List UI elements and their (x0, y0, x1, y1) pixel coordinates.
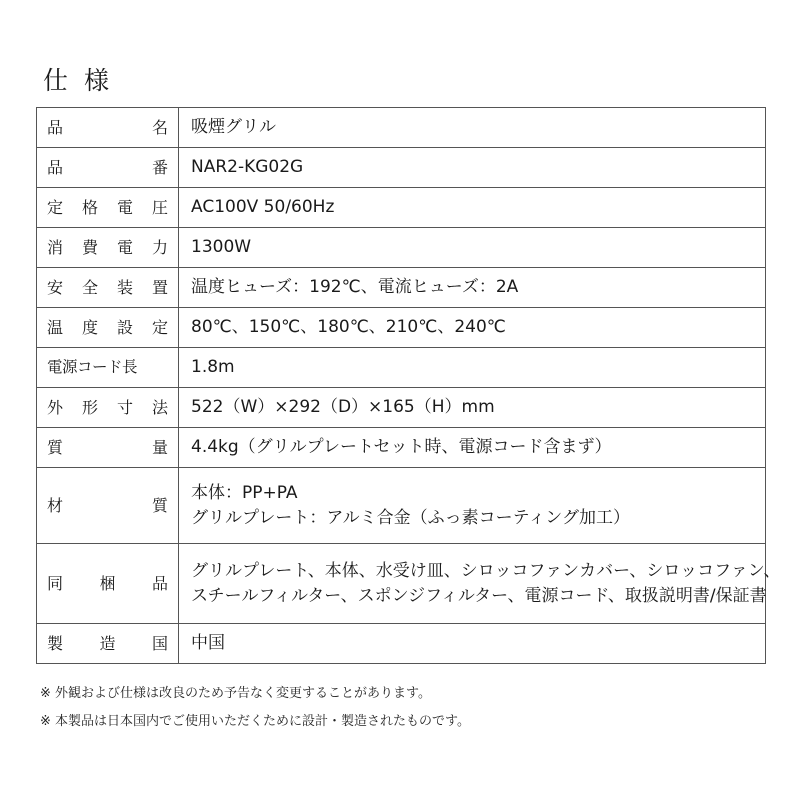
row-label: 温度設定 (37, 308, 179, 348)
value-line: グリルプレート：アルミ合金（ふっ素コーティング加工） (191, 507, 630, 528)
row-value (179, 108, 766, 148)
value-line: AC100V 50/60Hz (191, 197, 335, 217)
table-row (37, 148, 766, 188)
value-line: 温度ヒューズ：192℃、電流ヒューズ：2A (191, 277, 519, 297)
table-row (37, 188, 766, 228)
row-value (179, 188, 766, 228)
table-row (37, 308, 766, 348)
value-line: 522（W）×292（D）×165（H）mm (191, 397, 495, 417)
row-label: 同梱品 (37, 544, 179, 624)
value-line: 吸煙グリル (191, 117, 276, 137)
row-label: 消費電力 (37, 228, 179, 268)
value-line: スチールフィルター、スポンジフィルター、電源コード、取扱説明書/保証書 (191, 585, 767, 606)
row-label: 質量 (37, 428, 179, 468)
row-value (179, 148, 766, 188)
row-label: 電源コード長 (37, 348, 179, 388)
row-value (179, 268, 766, 308)
footnote: ※ 本製品は日本国内でご使用いただくために設計・製造されたものです。 (40, 714, 470, 729)
value-line: 中国 (191, 633, 225, 653)
table-row (37, 348, 766, 388)
row-value (179, 468, 766, 544)
row-value (179, 348, 766, 388)
row-label: 定格電圧 (37, 188, 179, 228)
table-row (37, 428, 766, 468)
table-row (37, 268, 766, 308)
row-label: 外形寸法 (37, 388, 179, 428)
value-line: 本体：PP+PA (191, 482, 298, 503)
row-value (179, 228, 766, 268)
table-row (37, 388, 766, 428)
value-line: 1.8m (191, 357, 235, 377)
table-row (37, 228, 766, 268)
page-title: 仕 様 (43, 66, 113, 95)
value-line: 1300W (191, 237, 252, 257)
row-value (179, 308, 766, 348)
row-value (179, 428, 766, 468)
row-value (179, 544, 781, 624)
row-value (179, 624, 766, 664)
table-row (37, 544, 766, 624)
row-value (179, 388, 766, 428)
value-line: 4.4kg（グリルプレートセット時、電源コード含まず） (191, 437, 612, 457)
row-label: 材質 (37, 468, 179, 544)
table-row (37, 108, 766, 148)
footnotes (40, 680, 470, 736)
value-line: 80℃、150℃、180℃、210℃、240℃ (191, 317, 506, 337)
value-line: NAR2-KG02G (191, 157, 304, 177)
spec-table (36, 107, 781, 664)
value-line: グリルプレート、本体、水受け皿、シロッコファンカバー、シロッコファン、 (191, 560, 781, 581)
table-row (37, 468, 766, 544)
row-label: 安全装置 (37, 268, 179, 308)
row-label: 製造国 (37, 624, 179, 664)
footnote: ※ 外観および仕様は改良のため予告なく変更することがあります。 (40, 686, 431, 701)
row-label: 品番 (37, 148, 179, 188)
row-label: 品名 (37, 108, 179, 148)
table-row (37, 624, 766, 664)
